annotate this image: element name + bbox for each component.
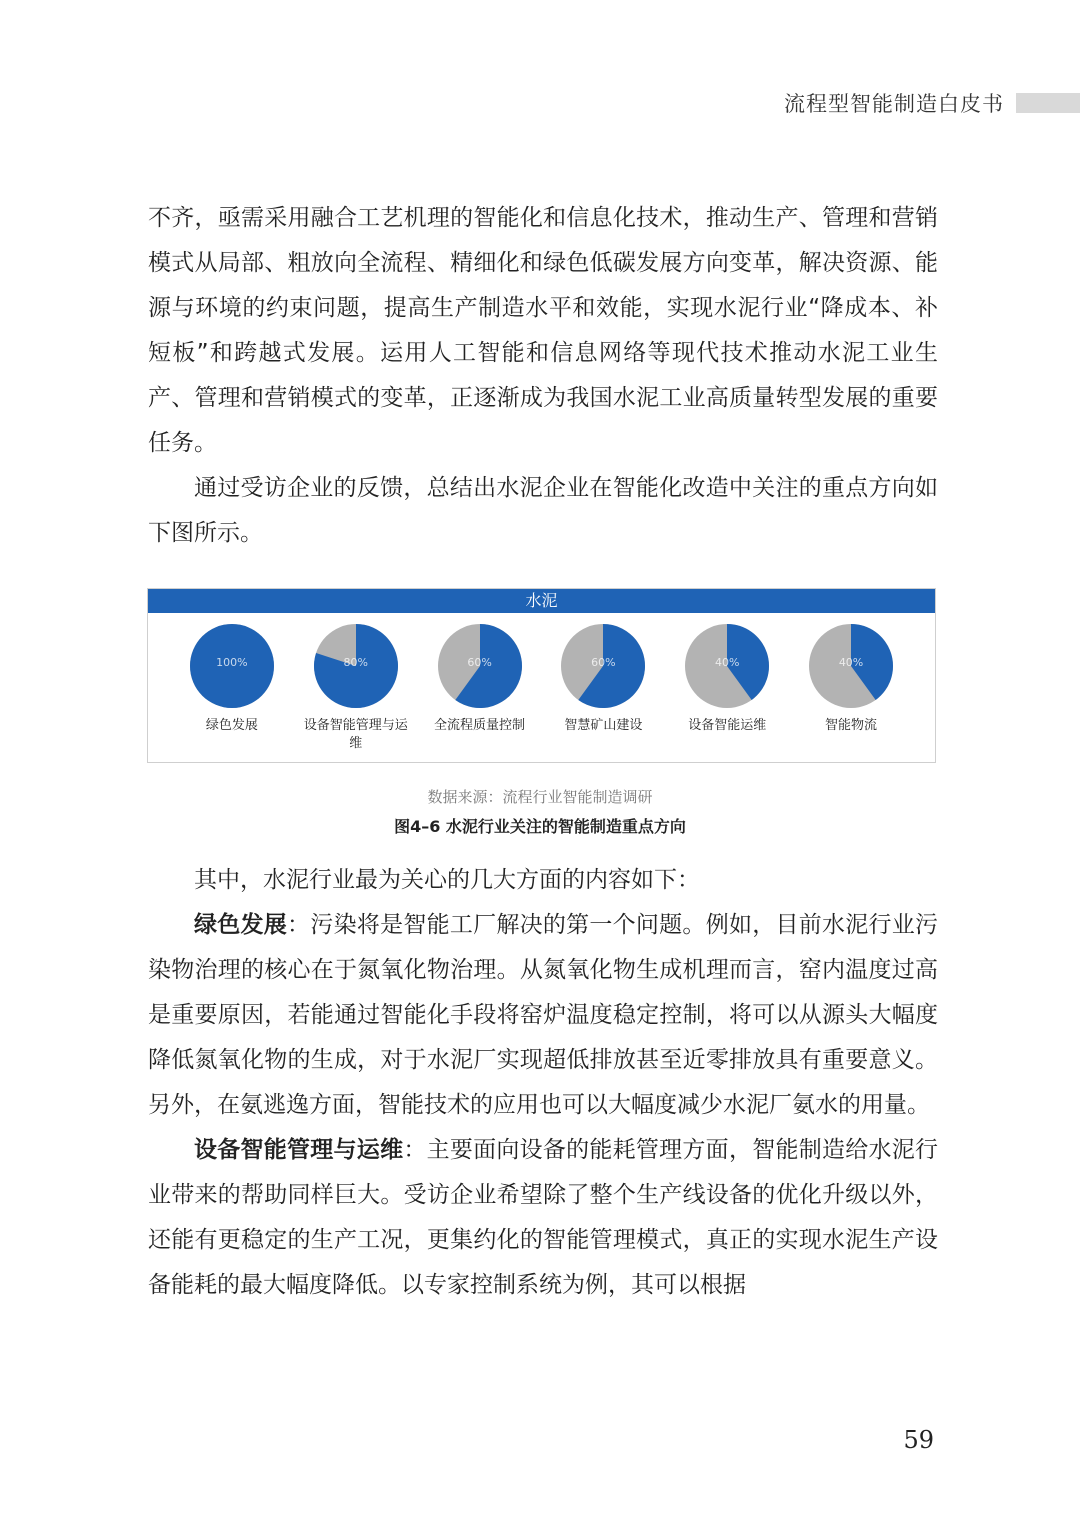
figure (147, 588, 936, 763)
pie-chart (189, 623, 275, 709)
paragraph (148, 903, 938, 1128)
pie-category-label: 设备智能运维 (688, 718, 767, 733)
paragraph: 不齐，亟需采用融合工艺机理的智能化和信息化技术，推动生产、管理和营销模式从局部、粗放向全流程、精细化和绿色低碳发展方向变革，解决资源、能源与环境的约束问题，提高生产制造水平和效能，实现水泥行业“降成本、补短板”和跨越式发展。运用人工智能和信息网络等现代技术推动水泥工业生产、管理和营销模式的变革，正逐渐成为我国水泥工业高质量转型发展的重要任务。 (148, 205, 938, 456)
pie-chart (313, 623, 399, 709)
pie-value-label: 80% (343, 656, 368, 669)
pie-value-label: 40% (838, 656, 864, 669)
figure-source: 数据来源：流程行业智能制造调研 (427, 788, 653, 806)
body-text-top (148, 196, 938, 556)
pie-category-label: 绿色发展 (205, 718, 258, 733)
paragraph-text: 其中，水泥行业最为关心的几大方面的内容如下： (194, 867, 700, 893)
figure-banner: 水泥 (148, 589, 935, 613)
paragraph-text: ：主要面向设备的能耗管理方面，智能制造给水泥行业带来的帮助同样巨大。受访企业希望除了整个生产线设备的优化升级以外，还能有更稳定的生产工况，更集约化的智能管理模式，真正的实现水泥生产设备能耗的最大幅度降低。以专家控制系统为例，其可以根据 (148, 1137, 939, 1298)
header-decoration-bar (1016, 93, 1080, 113)
pie-category-label: 设备智能管理与运维 (303, 718, 408, 751)
paragraph (148, 858, 938, 903)
pie-value-label: 40% (714, 656, 740, 669)
pie-category-label: 全流程质量控制 (434, 718, 526, 733)
paragraph (148, 1128, 938, 1308)
body-text-bottom (148, 858, 938, 1308)
pie-chart (437, 623, 523, 709)
pie-chart-item (177, 623, 287, 753)
running-header (784, 88, 1080, 118)
pie-chart-item (548, 623, 658, 753)
paragraph-lead: 设备智能管理与运维 (194, 1137, 404, 1163)
pie-value-label: 60% (591, 656, 616, 669)
figure-caption: 图4–6 水泥行业关注的智能制造重点方向 (394, 817, 686, 836)
pie-value-label: 100% (216, 656, 248, 669)
paragraph: 通过受访企业的反馈，总结出水泥企业在智能化改造中关注的重点方向如下图所示。 (148, 475, 938, 546)
pie-chart-row (148, 613, 935, 753)
pie-chart-item (425, 623, 535, 753)
pie-category-label: 智能物流 (825, 718, 878, 733)
pie-chart (808, 623, 894, 709)
pie-value-label: 60% (467, 656, 492, 669)
running-title: 流程型智能制造白皮书 (784, 92, 1004, 116)
paragraph-lead: 绿色发展 (194, 912, 288, 938)
pie-category-label: 智慧矿山建设 (564, 718, 643, 733)
pie-chart (560, 623, 646, 709)
pie-chart-item (672, 623, 782, 753)
pie-chart-item (796, 623, 906, 753)
pie-chart-item (301, 623, 411, 753)
page-number: 59 (903, 1426, 934, 1454)
pie-chart (684, 623, 770, 709)
paragraph-text: ：污染将是智能工厂解决的第一个问题。例如，目前水泥行业污染物治理的核心在于氮氧化物治理。从氮氧化物生成机理而言，窑内温度过高是重要原因，若能通过智能化手段将窑炉温度稳定控制，将可以从源头大幅度降低氮氧化物的生成，对于水泥厂实现超低排放甚至近零排放具有重要意义。另外，在氨逃逸方面，智能技术的应用也可以大幅度减少水泥厂氨水的用量。 (148, 912, 939, 1118)
